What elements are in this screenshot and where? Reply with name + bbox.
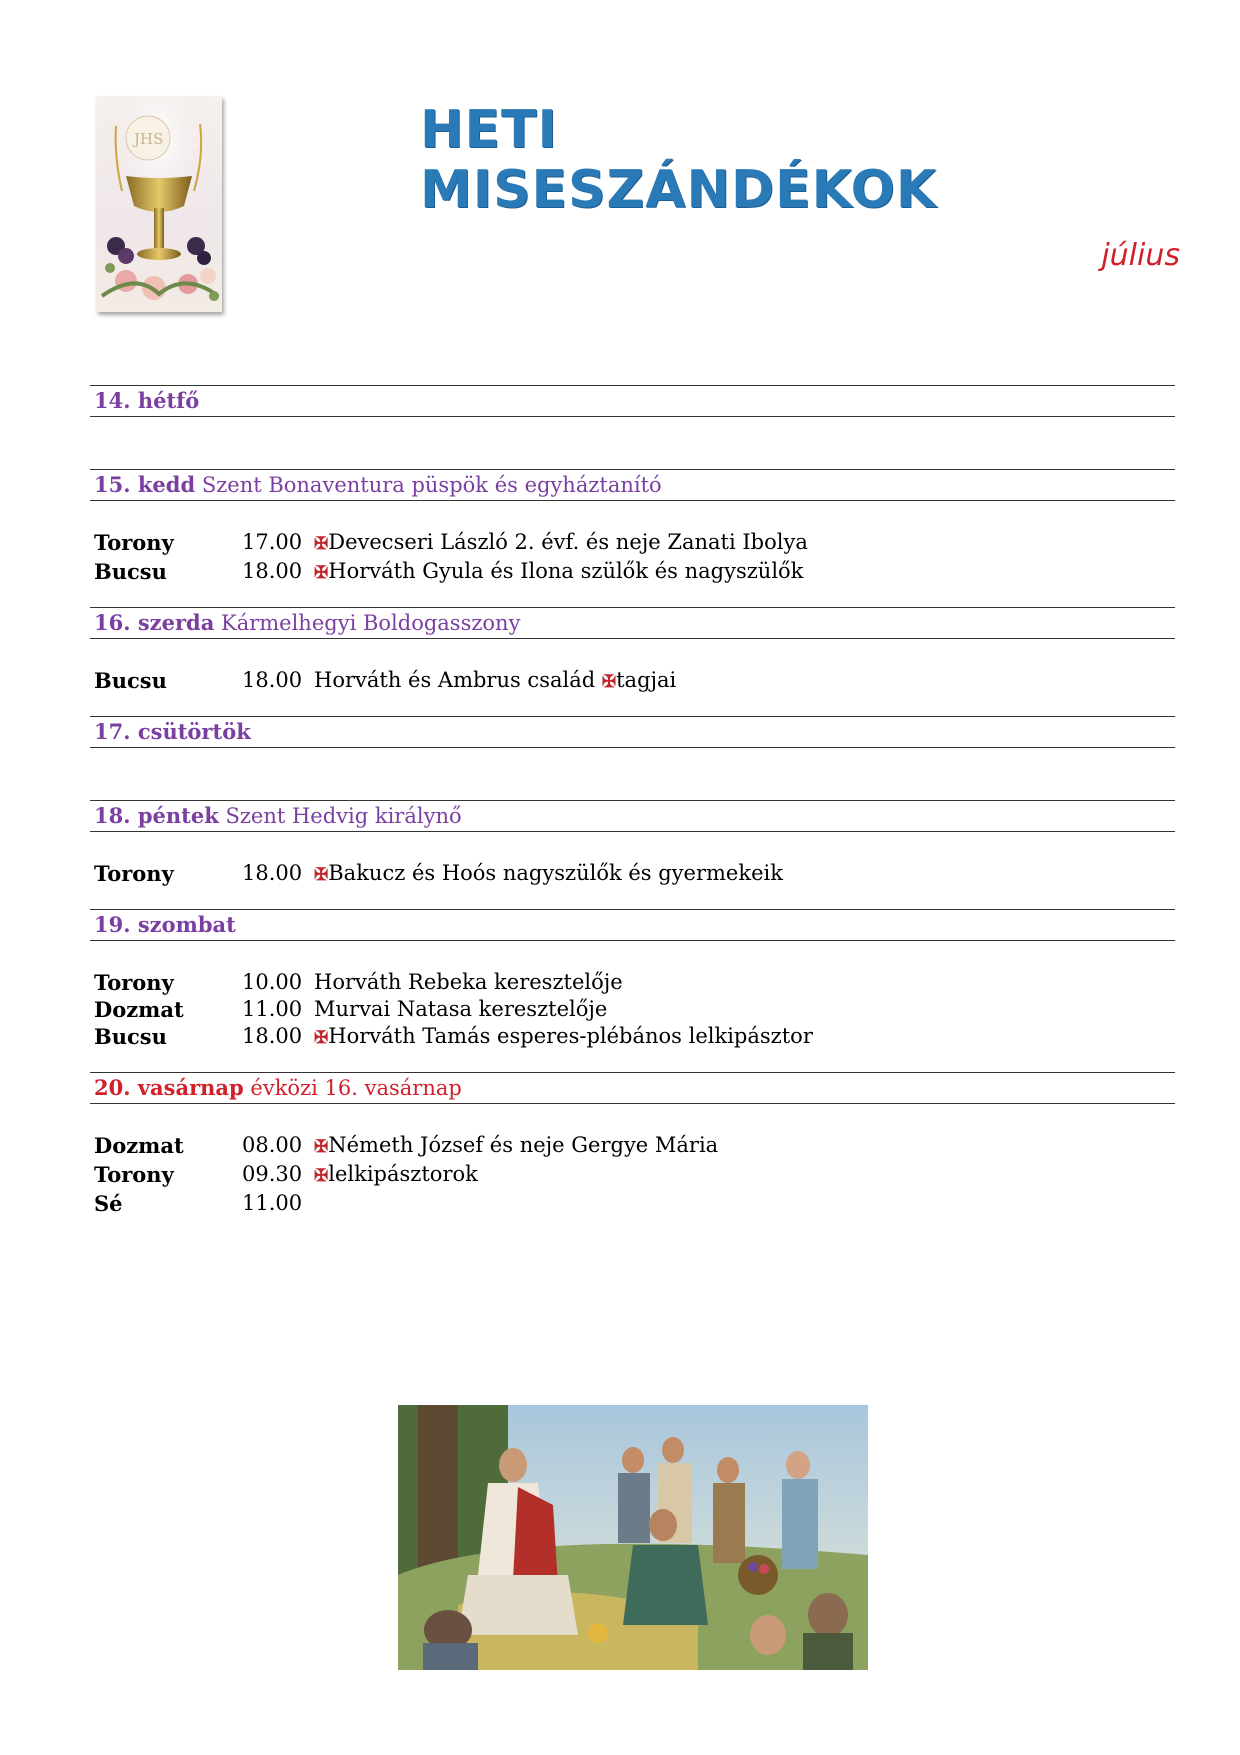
day-header: [90, 385, 1175, 417]
entry-intention: [314, 1161, 478, 1190]
entry-intention: [314, 1023, 813, 1052]
mass-entry: [94, 860, 1175, 889]
mass-entry: [94, 1132, 1175, 1161]
cross-icon: ✠: [314, 1166, 329, 1186]
day-entries: [90, 417, 1175, 469]
entry-intention: [314, 996, 607, 1023]
mass-entry: [94, 667, 1175, 696]
feast-name: Szent Bonaventura püspök és egyháztanító: [201, 473, 662, 497]
day-section: [90, 385, 1175, 469]
day-label: 16. szerda: [94, 610, 215, 635]
jesus-with-disciples-image: [398, 1405, 868, 1670]
day-section: [90, 1072, 1175, 1237]
entry-time: 18.00: [242, 559, 303, 583]
cross-icon: ✠: [314, 1028, 329, 1048]
day-header: [90, 469, 1175, 501]
cross-icon: ✠: [314, 1137, 329, 1157]
cross-icon: ✠: [601, 672, 617, 692]
mass-entry: [94, 1161, 1175, 1190]
day-label: 14. hétfő: [94, 388, 200, 413]
page-title: HETI MISESZÁNDÉKOK: [420, 100, 938, 220]
day-section: [90, 469, 1175, 607]
entry-intention: [314, 529, 808, 558]
mass-entry: [94, 529, 1175, 558]
entry-location: Torony: [94, 1162, 174, 1187]
entry-time: 18.00: [242, 668, 303, 692]
entry-location: Torony: [94, 861, 174, 886]
feast-name: Kármelhegyi Boldogasszony: [221, 611, 521, 635]
cross-icon: ✠: [314, 563, 329, 583]
entry-time: 11.00: [242, 1191, 303, 1215]
cross-icon: ✠: [314, 534, 329, 554]
entry-time: 09.30: [242, 1162, 303, 1186]
holy-card-image: [96, 96, 222, 312]
entry-location: Dozmat: [94, 1133, 184, 1158]
entry-location: Bucsu: [94, 1024, 167, 1049]
entry-location: Bucsu: [94, 559, 167, 584]
day-header: [90, 1072, 1175, 1104]
entry-intention: [314, 558, 803, 587]
day-entries: [90, 748, 1175, 800]
day-section: [90, 607, 1175, 716]
day-entries: [90, 1104, 1175, 1237]
intention-text: Murvai Natasa keresztelője: [314, 997, 608, 1021]
day-section: [90, 800, 1175, 909]
day-header: [90, 909, 1175, 941]
intention-text: Bakucz és Hoós nagyszülők és gyermekeik: [328, 861, 783, 885]
entry-intention: [314, 969, 623, 996]
entry-time: 18.00: [242, 1024, 303, 1048]
feast-name: Szent Hedvig királynő: [225, 804, 462, 828]
intention-text: Devecseri László 2. évf. és neje Zanati Ibolya: [328, 530, 808, 554]
entry-location: Torony: [94, 970, 174, 995]
entry-intention: [314, 1132, 718, 1161]
entry-time: 10.00: [242, 970, 303, 994]
intention-text: lelkipásztorok: [328, 1162, 478, 1186]
cross-icon: ✠: [314, 865, 329, 885]
intention-text: tagjai: [616, 668, 677, 692]
entry-intention: [314, 667, 676, 696]
mass-entry: [94, 969, 1175, 996]
intention-text: Horváth Rebeka keresztelője: [314, 970, 623, 994]
entry-location: Sé: [94, 1191, 123, 1216]
entry-location: Torony: [94, 530, 174, 555]
day-label: 20. vasárnap: [94, 1075, 244, 1100]
intention-text: Horváth Gyula és Ilona szülők és nagyszülők: [328, 559, 804, 583]
entry-time: 18.00: [242, 861, 303, 885]
intention-text: Horváth és Ambrus család: [314, 668, 602, 692]
mass-entry: [94, 1190, 1175, 1217]
entry-intention: [314, 860, 783, 889]
entry-location: Dozmat: [94, 997, 184, 1022]
day-section: [90, 909, 1175, 1072]
day-entries: [90, 639, 1175, 716]
day-header: [90, 800, 1175, 832]
day-label: 17. csütörtök: [94, 719, 251, 744]
mass-schedule: [90, 385, 1175, 1237]
day-label: 15. kedd: [94, 472, 196, 497]
feast-name: évközi 16. vasárnap: [250, 1076, 462, 1100]
entry-time: 11.00: [242, 997, 303, 1021]
day-entries: [90, 832, 1175, 909]
day-entries: [90, 501, 1175, 607]
month-label: július: [1101, 238, 1180, 273]
day-header: [90, 607, 1175, 639]
mass-entry: [94, 558, 1175, 587]
day-label: 18. péntek: [94, 803, 219, 828]
mass-entry: [94, 1023, 1175, 1052]
day-entries: [90, 941, 1175, 1072]
day-header: [90, 716, 1175, 748]
entry-location: Bucsu: [94, 668, 167, 693]
entry-time: 08.00: [242, 1133, 303, 1157]
intention-text: Horváth Tamás esperes-plébános lelkipásztor: [328, 1024, 813, 1048]
day-section: [90, 716, 1175, 800]
card-monogram: JHS: [134, 130, 164, 148]
entry-time: 17.00: [242, 530, 303, 554]
mass-entry: [94, 996, 1175, 1023]
day-label: 19. szombat: [94, 912, 236, 937]
intention-text: Németh József és neje Gergye Mária: [328, 1133, 719, 1157]
